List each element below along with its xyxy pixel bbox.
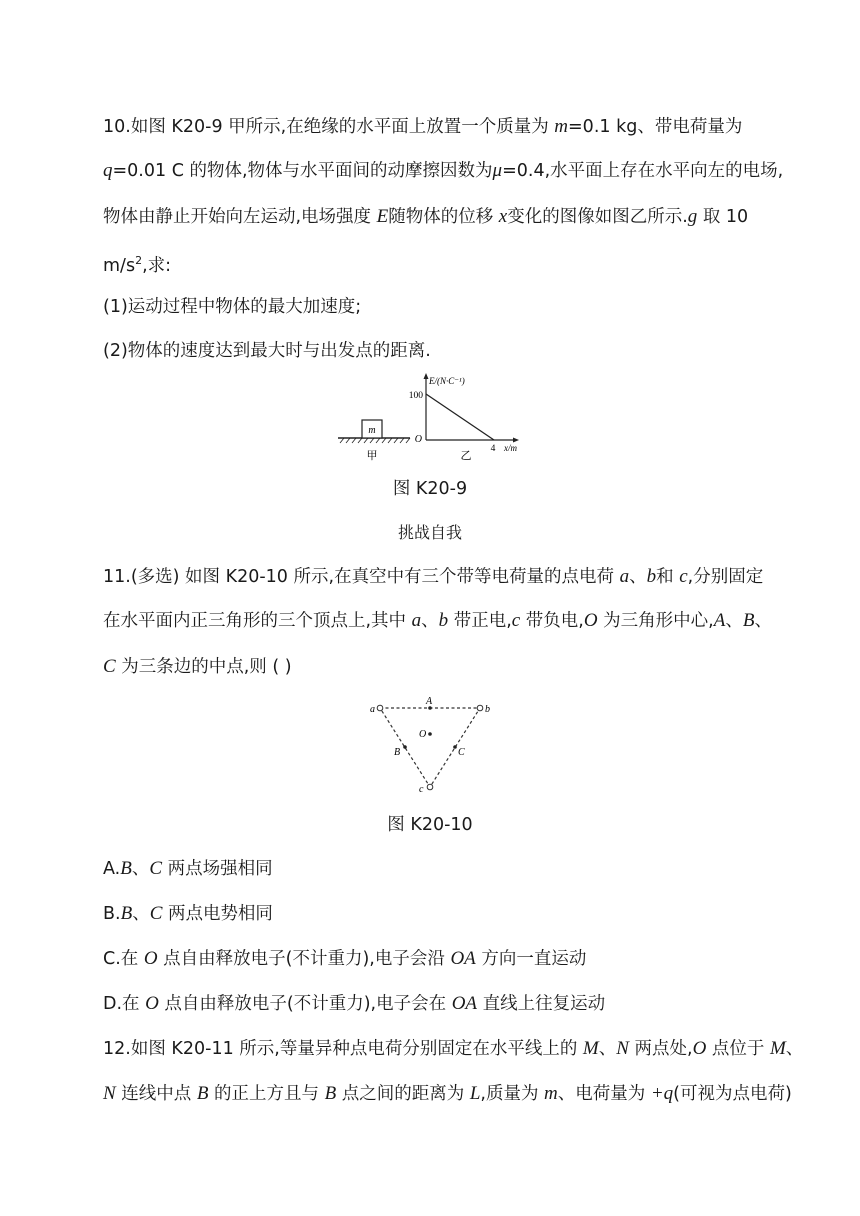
option-b [103,903,273,925]
y-axis-arrow [424,373,429,379]
var-g: g [687,206,698,227]
option-text: 、 [131,859,150,879]
q12-text: 的正上方且与 [208,1084,325,1104]
q12-text: 连线中点 [115,1084,197,1104]
var-C: C [149,858,163,879]
option-text: 两点电势相同 [162,904,273,924]
var-C: C [103,656,116,677]
q11-text: 、 [629,567,647,587]
q10-text: 变化的图像如图乙所示. [507,207,688,227]
var-m: m [554,116,569,137]
q10-line-4 [103,250,171,277]
label-O: O [419,729,427,740]
section-title: 挑战自我 [397,523,462,542]
point-O [428,732,432,736]
var-a: a [619,566,630,587]
q10-text: 物体由静止开始向左运动,电场强度 [103,207,377,227]
q12-text: (可视为点电荷) [673,1084,792,1104]
var-B: B [196,1083,209,1104]
option-d [103,993,605,1015]
figure-k20-10 [360,692,500,797]
q12-text: 点位于 [706,1039,770,1059]
q10-text: 随物体的位移 [388,207,499,227]
q12-text: 、 [785,1039,804,1059]
option-a [103,858,273,880]
var-B: B [120,903,133,924]
figure-k20-9-caption: 图 K20-9 [392,479,468,499]
var-x: x [498,206,508,227]
var-C: C [149,903,163,924]
var-O: O [145,993,159,1014]
q10-line-1 [103,116,742,138]
var-M: M [769,1038,786,1059]
x-axis-label: x/m [504,443,517,453]
var-M: M [582,1038,599,1059]
y-axis-label: E/(N·C⁻¹) [429,376,465,386]
option-text: 直线上往复运动 [477,994,606,1014]
var-q: +q [650,1083,674,1104]
var-B: B [742,610,755,631]
q11-text: 和 [656,567,680,587]
q12-line-1 [103,1038,803,1060]
q11-text: 、 [725,611,743,631]
label-a: a [370,704,375,715]
var-N: N [616,1038,629,1059]
caption-jia: 甲 [366,450,378,462]
q10-text: =0.1 kg、带电荷量为 [568,117,743,137]
charge-a [377,705,383,711]
q10-line-3 [103,206,748,228]
q11-text: 带正电, [448,611,512,631]
var-b: b [438,610,449,631]
q11-line-1 [103,566,763,588]
var-E: E [376,206,389,227]
option-text: 方向一直运动 [475,949,587,969]
var-L: L [469,1083,481,1104]
var-OA: OA [451,993,478,1014]
q12-line-2 [103,1083,792,1105]
block-label: m [368,425,376,436]
option-prefix: B. [103,904,121,924]
q10-sub-2: (2)物体的速度达到最大时与出发点的距离. [103,341,431,361]
q12-text: 两点处, [628,1039,693,1059]
var-O: O [143,948,158,969]
q10-text: m/s [103,255,136,276]
label-C: C [458,747,465,758]
figure-k20-10-caption: 图 K20-10 [387,815,473,835]
q11-line-2 [103,610,772,632]
q11-text: 在水平面内正三角形的三个顶点上,其中 [103,611,412,631]
charge-c [427,784,433,790]
option-c [103,948,586,970]
figure-k20-9 [330,370,530,465]
q10-sub-1: (1)运动过程中物体的最大加速度; [103,297,362,317]
q11-text: ,分别固定 [687,567,764,587]
q12-text: 、 [598,1039,617,1059]
q10-text: 10.如图 K20-9 甲所示,在绝缘的水平面上放置一个质量为 [103,117,555,137]
label-B: B [394,747,401,758]
var-c: c [511,610,521,631]
option-text: 点自由释放电子(不计重力),电子会在 [158,994,452,1014]
var-mu: μ [492,160,503,181]
option-text: 两点场强相同 [162,859,273,879]
option-text: 点自由释放电子(不计重力),电子会沿 [157,949,451,969]
x-axis-arrow [513,438,519,443]
var-A: A [713,610,726,631]
q11-text: 带负电, [520,611,584,631]
charge-b [477,705,483,711]
option-prefix: C.在 [103,949,144,969]
q12-text: 、电荷量为 [557,1084,651,1104]
q11-text: 、 [421,611,439,631]
y-tick-100: 100 [408,391,423,401]
option-text: 、 [132,904,150,924]
q12-text: ,质量为 [480,1084,545,1104]
q10-text: =0.4,水平面上存在水平向左的电场, [502,161,784,181]
point-B [403,745,407,749]
q12-text: 12.如图 K20-11 所示,等量异种点电荷分别固定在水平线上的 [103,1039,583,1059]
origin-label: O [414,434,422,445]
var-a: a [411,610,422,631]
label-b: b [485,704,490,715]
q10-line-2 [103,160,783,182]
var-b: b [646,566,657,587]
caption-yi: 乙 [460,450,472,462]
var-B: B [120,858,132,879]
var-B: B [324,1083,337,1104]
var-q: q [103,160,113,181]
var-c: c [679,566,688,587]
q11-text: 、 [754,611,772,631]
var-O: O [583,610,598,631]
var-N: N [103,1083,116,1104]
e-x-line [426,394,494,440]
point-C [453,745,457,749]
q11-text: 为三角形中心, [597,611,714,631]
q12-text: 点之间的距离为 [336,1084,470,1104]
label-A: A [426,696,433,707]
option-prefix: A. [103,859,121,879]
q10-text: 取 10 [697,207,749,227]
q10-text: =0.01 C 的物体,物体与水平面间的动摩擦因数为 [112,161,493,181]
var-OA: OA [450,948,476,969]
option-prefix: D.在 [103,994,146,1014]
q11-line-3 [103,656,292,678]
q11-text: 11.(多选) 如图 K20-10 所示,在真空中有三个带等电荷量的点电荷 [103,567,620,587]
superscript: 2 [135,254,143,267]
x-tick-4: 4 [490,444,496,454]
q11-text: 为三条边的中点,则 ( ) [115,657,292,677]
q10-text: ,求: [142,255,172,276]
var-m: m [544,1083,558,1104]
var-O: O [692,1038,707,1059]
label-c: c [419,784,424,795]
